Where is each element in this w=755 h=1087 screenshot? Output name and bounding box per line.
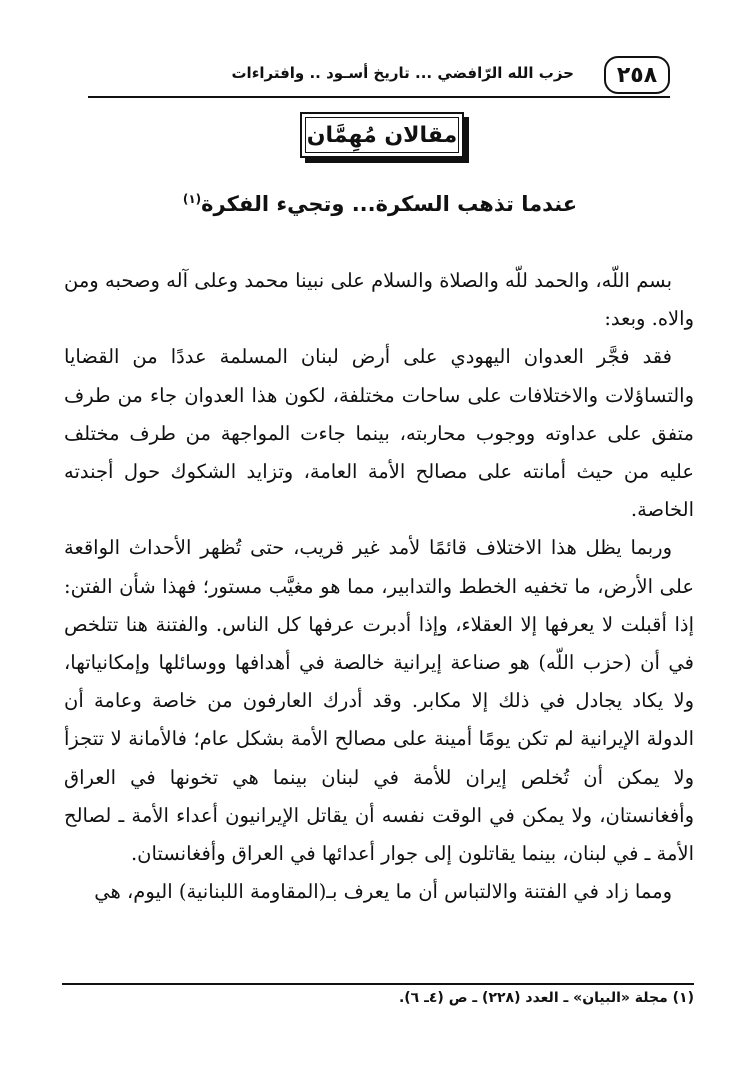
running-header	[88, 56, 670, 98]
section-title-box	[300, 112, 464, 158]
running-title: حزب الله الرّافضي ... تاريخ أسـود .. وافتراءات	[231, 64, 574, 82]
paragraph: بسم اللّه، والحمد للّه والصلاة والسلام على نبينا محمد وعلى آله وصحبه ومن والاه. وبعد:	[64, 269, 694, 331]
article-title	[150, 192, 610, 216]
footnote-divider	[62, 983, 694, 985]
paragraph: فقد فجَّر العدوان اليهودي على أرض لبنان المسلمة عددًا من القضايا والتساؤلات والاختلافات على ساحات مختلفة، لكون هذا العدوان جاء من طرف متفق على عداوته ووجوب محاربته، بينما جاءت المواجهة من طرف مختلف عليه من حيث أمانته على مصالح الأمة العامة، وتزايد الشكوك حول أجندته الخاصة.	[64, 345, 694, 522]
page-number: ٢٥٨	[604, 56, 670, 94]
footnote-marker: (١)	[182, 192, 202, 206]
article-title-text: عندما تذهب السكرة... وتجيء الفكرة	[201, 192, 578, 216]
paragraph: وربما يظل هذا الاختلاف قائمًا لأمد غير قريب، حتى تُظهر الأحداث الواقعة على الأرض، ما تخفيه الخطط والتدابير، مما هو مغيَّب مستور؛ فهذا شأن الفتن: إذا أقبلت لا يعرفها إلا العقلاء، وإذا أدبرت عرفها كل الناس. والفتنة هنا تتلخص في أن (حزب اللّه) هو صناعة إيرانية خالصة في أهدافها ووسائلها وإمكانياتها، ولا يكاد يجادل في ذلك إلا مكابر. وقد أدرك العارفون من خاصة وعامة أن الدولة الإيرانية لم تكن يومًا أمينة على مصالح الأمة بشكل عام؛ فالأمانة لا تتجزأ ولا يمكن أن تُخلص إيران للأمة في لبنان بينما هي تخونها في العراق وأفغانستان، ولا يمكن في الوقت نفسه أن يقاتل الإيرانيون أعداء الأمة ـ لصالح الأمة ـ في لبنان، بينما يقاتلون إلى جوار أعدائها في العراق وأفغانستان.	[64, 536, 694, 866]
paragraph: ومما زاد في الفتنة والالتباس أن ما يعرف بـ(المقاومة اللبنانية) اليوم، هي	[94, 880, 672, 904]
section-title: مقالان مُهِمَّان	[306, 122, 458, 148]
article-body	[64, 262, 694, 911]
footnote: (١) مجلة «البيان» ـ العدد (٢٢٨) ـ ص (٤ـ ٦).	[398, 990, 694, 1006]
